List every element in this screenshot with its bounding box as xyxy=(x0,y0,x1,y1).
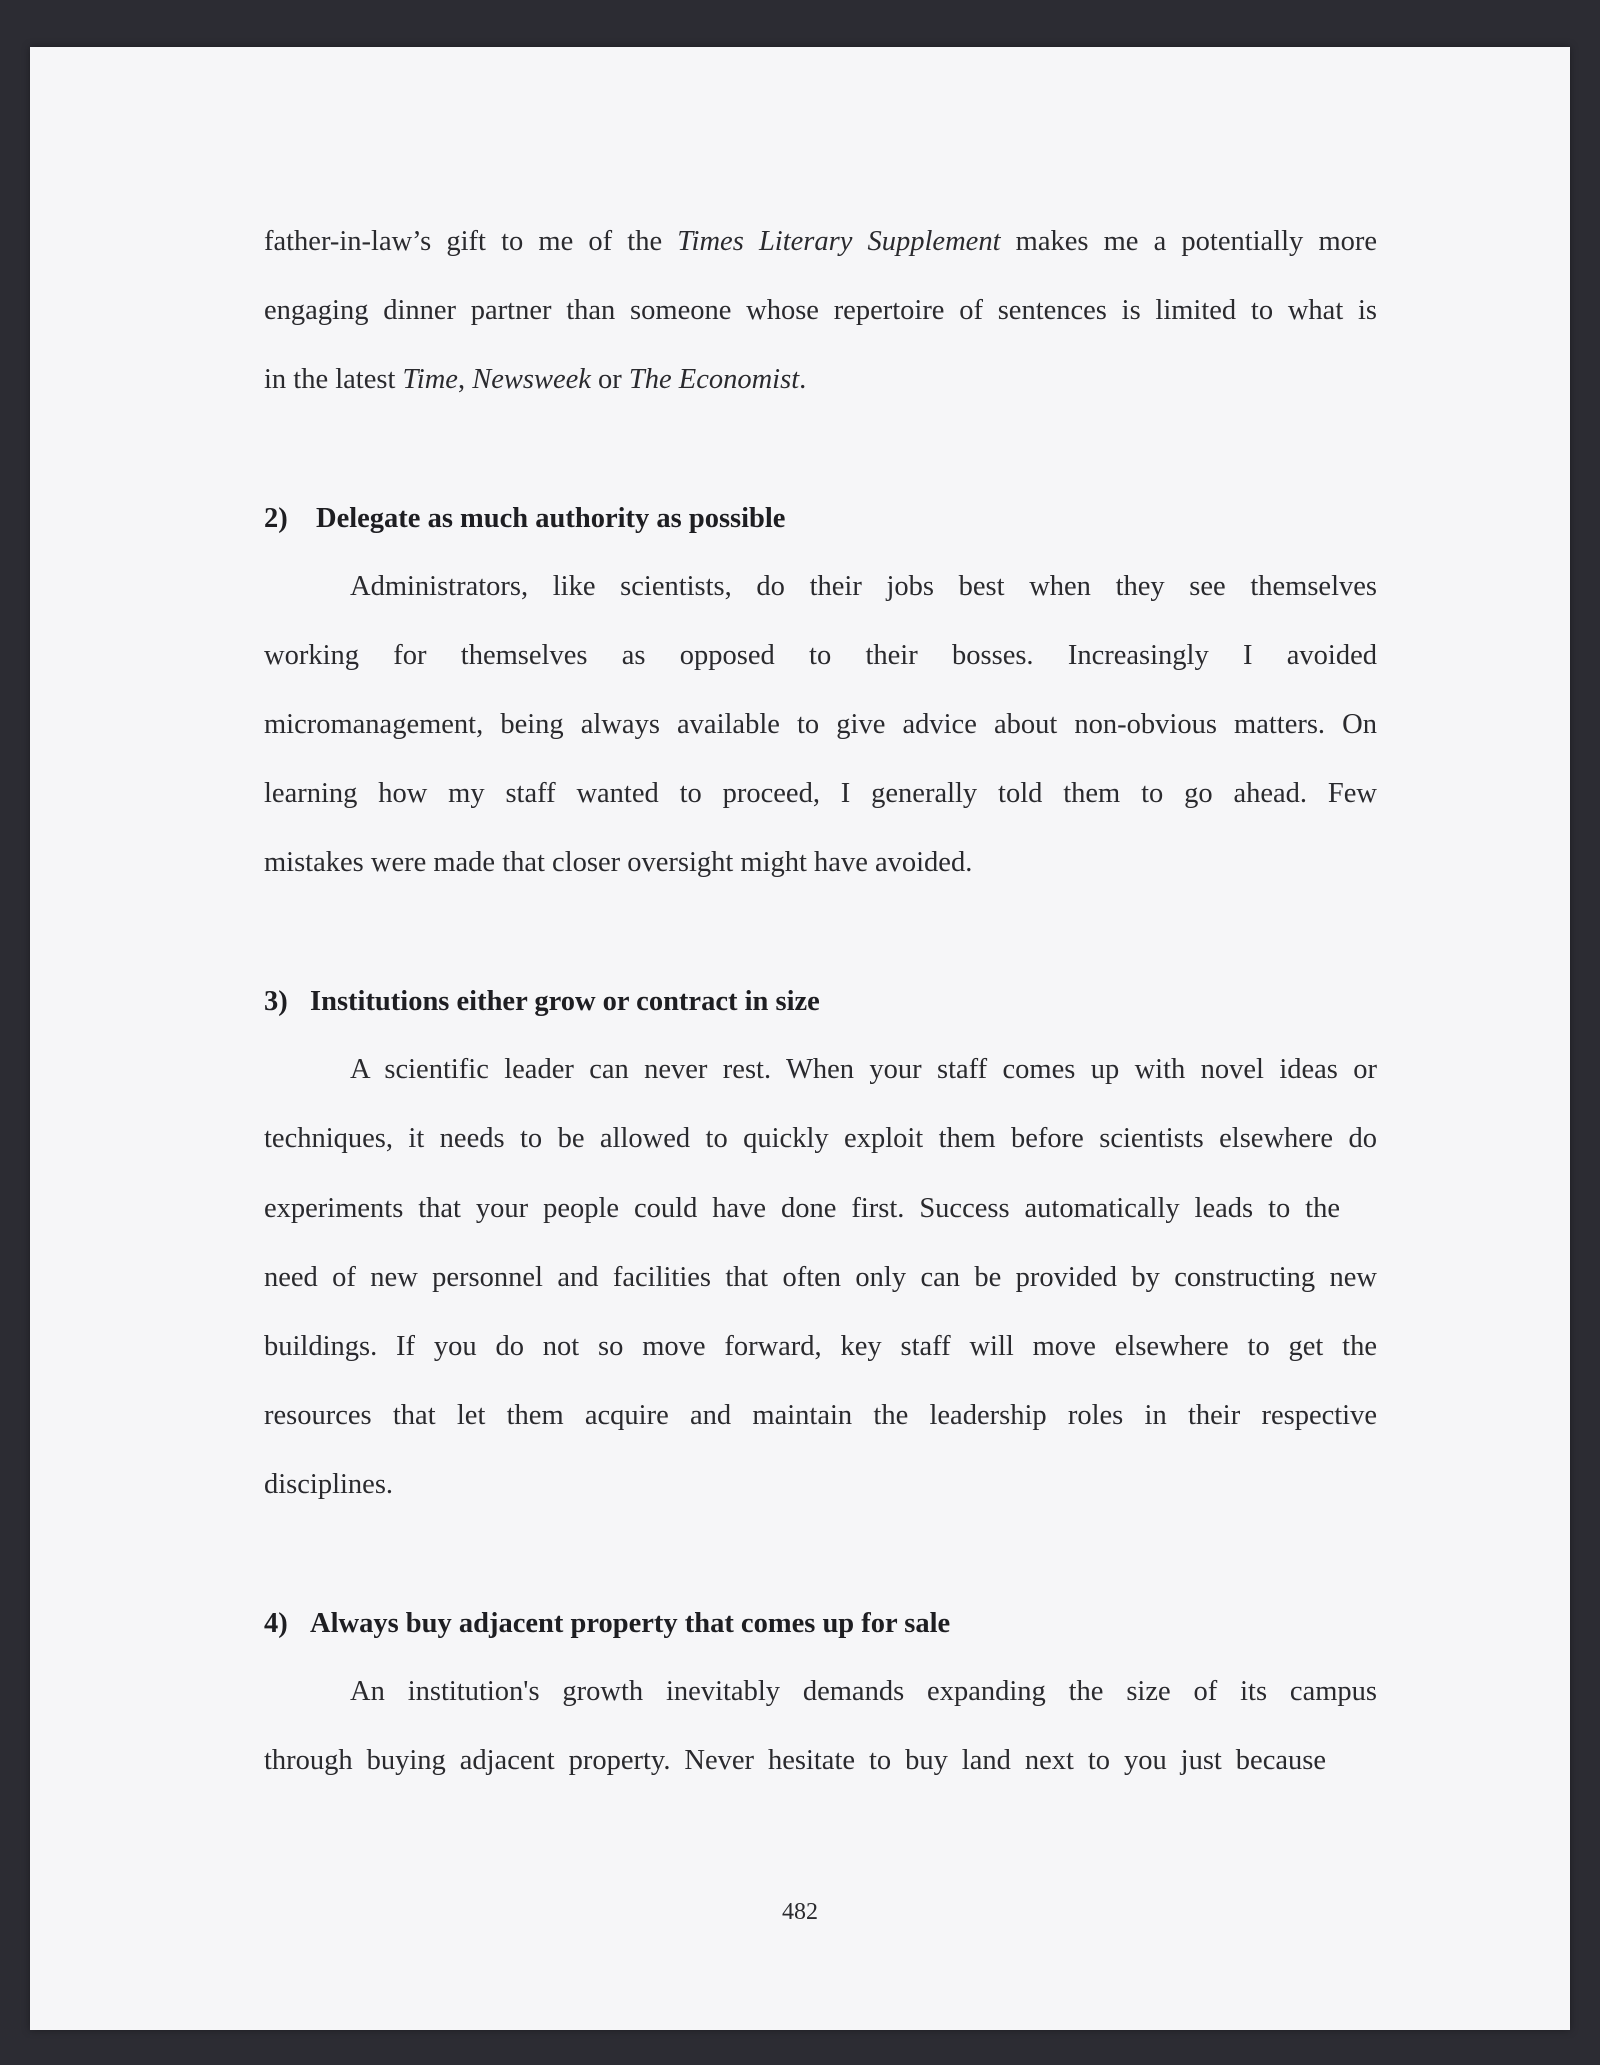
section-3-line-2: techniques, it needs to be allowed to quickly exploit them before scientists elsewhere do xyxy=(264,1123,1377,1154)
section-2-line-5: mistakes were made that closer oversight might have avoided. xyxy=(264,847,973,878)
intro-line-2: engaging dinner partner than someone whose repertoire of sentences is limited to what is xyxy=(264,295,1377,326)
section-3-line-6: resources that let them acquire and maintain the leadership roles in their respective xyxy=(264,1400,1377,1431)
document-page xyxy=(30,47,1570,2030)
section-4-line-2: through buying adjacent property. Never hesitate to buy land next to you just because xyxy=(264,1745,1326,1776)
section-2-line-1: Administrators, like scientists, do their jobs best when they see themselves xyxy=(350,571,1377,602)
intro-line-1: father-in-law’s gift to me of the Times Literary Supplement makes me a potentially more xyxy=(264,226,1378,257)
section-3-line-3: experiments that your people could have done first. Success automatically leads to the xyxy=(264,1193,1340,1224)
section-2-line-2: working for themselves as opposed to their bosses. Increasingly I avoided xyxy=(264,640,1377,671)
section-3-line-4: need of new personnel and facilities that often only can be provided by constructing new xyxy=(264,1262,1377,1293)
page-number: 482 xyxy=(782,1899,818,1925)
section-heading-4: 4) Always buy adjacent property that comes up for sale xyxy=(264,1608,951,1639)
section-4-line-1: An institution's growth inevitably demands expanding the size of its campus xyxy=(350,1676,1377,1707)
section-3-line-1: A scientific leader can never rest. When your staff comes up with novel ideas or xyxy=(350,1054,1377,1085)
section-3-line-5: buildings. If you do not so move forward, key staff will move elsewhere to get the xyxy=(264,1331,1377,1362)
intro-line-3: in the latest Time, Newsweek or The Economist. xyxy=(264,364,807,395)
section-heading-2: 2) Delegate as much authority as possible xyxy=(264,503,786,534)
section-heading-3: 3) Institutions either grow or contract in size xyxy=(264,986,820,1017)
section-3-line-7: disciplines. xyxy=(264,1469,394,1500)
section-2-line-4: learning how my staff wanted to proceed, I generally told them to go ahead. Few xyxy=(264,778,1377,809)
section-2-line-3: micromanagement, being always available to give advice about non-obvious matters. On xyxy=(264,709,1377,740)
